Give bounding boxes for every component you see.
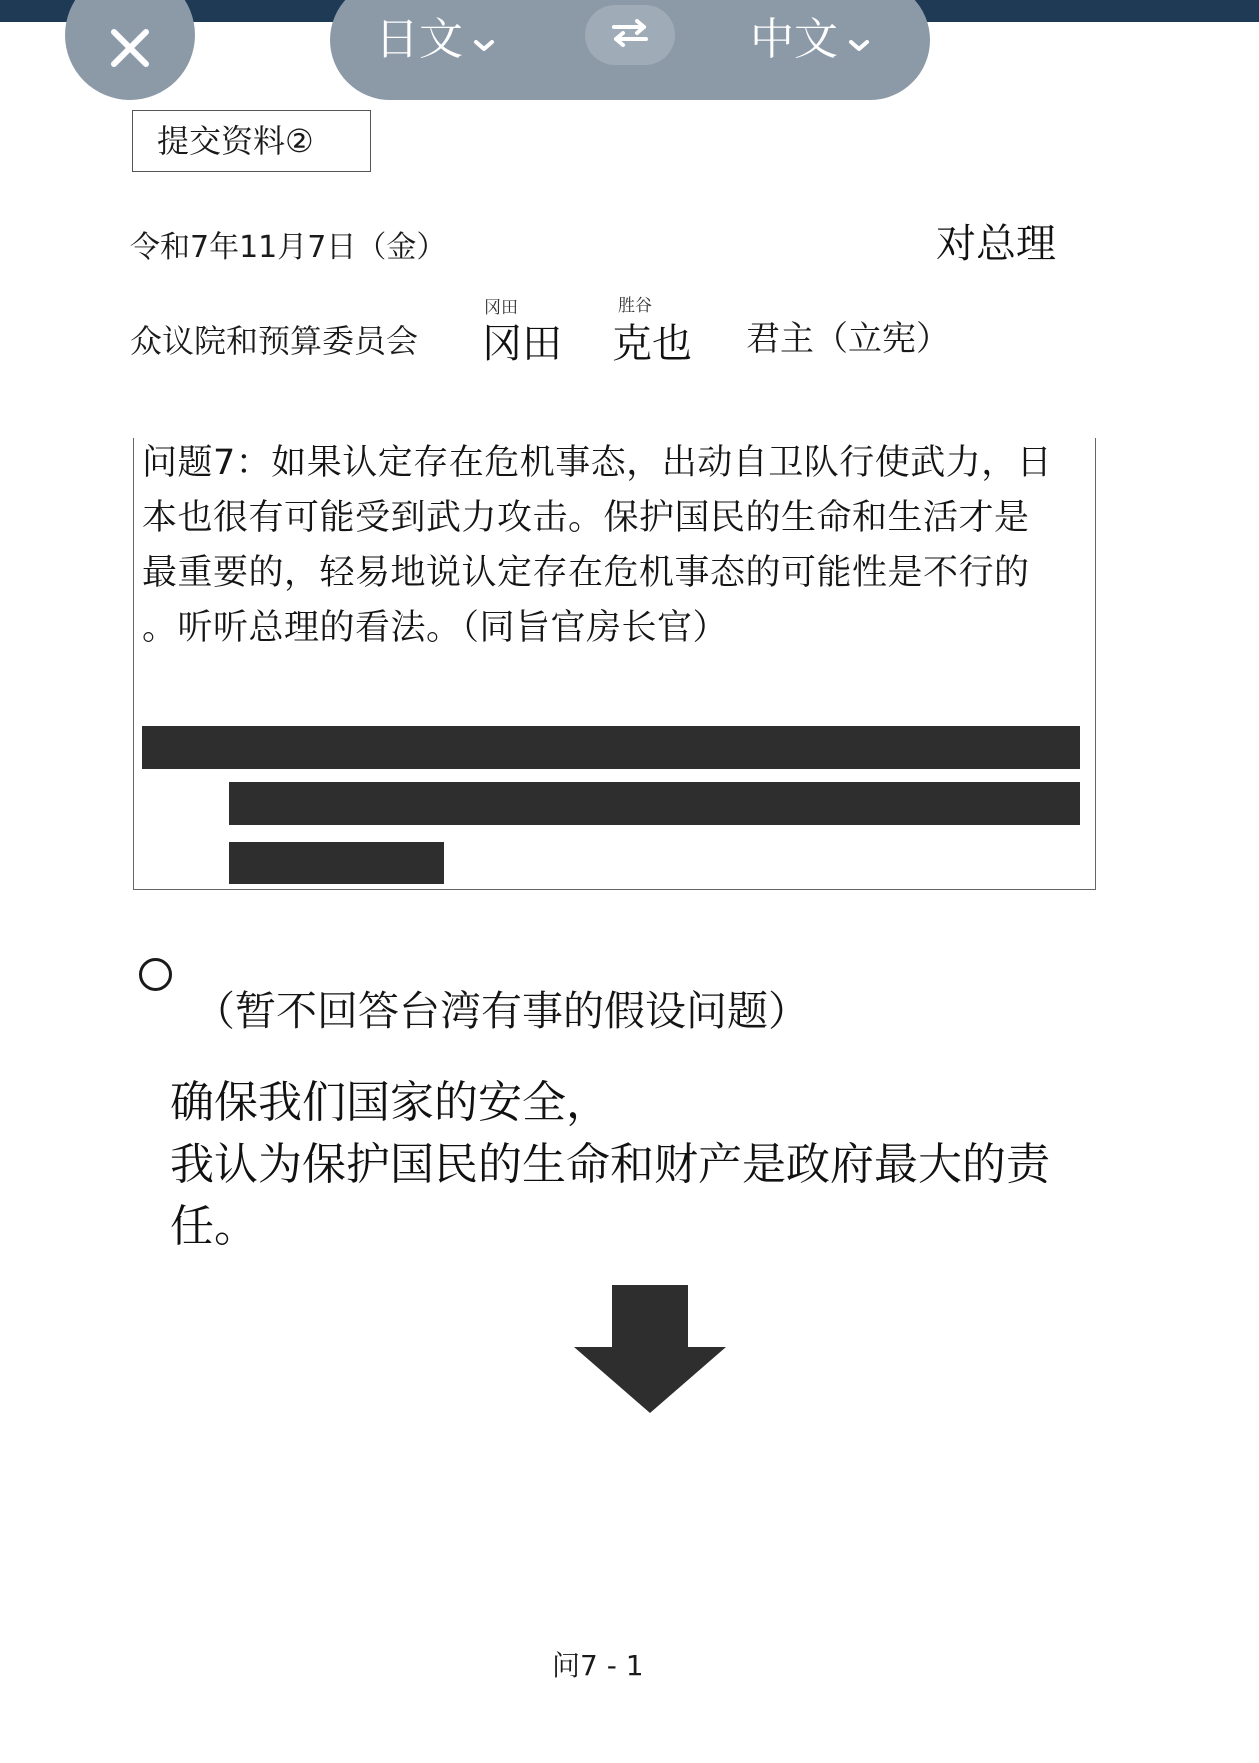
question-text — [142, 436, 1087, 656]
answer-line: 任。 — [170, 1201, 258, 1252]
member-title: 君主（立宪） — [746, 319, 950, 359]
chevron-down-icon — [473, 13, 495, 64]
question-line: 本也很有可能受到武力攻击。保护国民的生命和生活才是 — [142, 498, 1030, 538]
source-language-label: 日文 — [375, 14, 463, 65]
question-line: 。听听总理的看法。（同旨官房长官） — [142, 608, 729, 648]
swap-languages-button[interactable] — [585, 5, 675, 65]
language-selector — [330, 0, 930, 100]
question-line: 问题7：如果认定存在危机事态，出动自卫队行使武力，日 — [142, 443, 1053, 483]
document-addressee: 对总理 — [936, 221, 1056, 267]
redaction-bar — [142, 726, 1080, 769]
committee-name: 众议院和预算委员会 — [130, 322, 419, 360]
swap-icon — [610, 18, 650, 52]
target-language-dropdown[interactable] — [750, 10, 870, 65]
answer-line: 确保我们国家的安全， — [170, 1077, 610, 1128]
page-number: 问7 - 1 — [552, 1649, 644, 1682]
member-surname: 冈田 — [482, 321, 562, 367]
close-button[interactable] — [65, 0, 195, 100]
member-given-name: 克也 — [612, 321, 692, 367]
answer-note: （暂不回答台湾有事的假设问题） — [194, 987, 809, 1035]
surname-ruby: 冈田 — [484, 298, 518, 318]
given-name-ruby: 胜谷 — [618, 296, 652, 316]
answer-circle-mark — [139, 958, 172, 991]
close-icon — [108, 0, 152, 74]
chevron-down-icon — [848, 13, 870, 64]
document-date: 令和7年11月7日（金） — [130, 230, 447, 265]
question-line: 最重要的，轻易地说认定存在危机事态的可能性是不行的 — [142, 553, 1030, 593]
answer-line: 我认为保护国民的生命和财产是政府最大的责 — [170, 1139, 1050, 1190]
redaction-bar — [229, 842, 444, 884]
target-language-label: 中文 — [750, 14, 838, 65]
document-tag: 提交资料② — [132, 110, 371, 172]
answer-text — [170, 1072, 1070, 1258]
down-arrow-icon — [574, 1285, 726, 1417]
redaction-bar — [229, 782, 1080, 825]
source-language-dropdown[interactable] — [375, 10, 495, 65]
